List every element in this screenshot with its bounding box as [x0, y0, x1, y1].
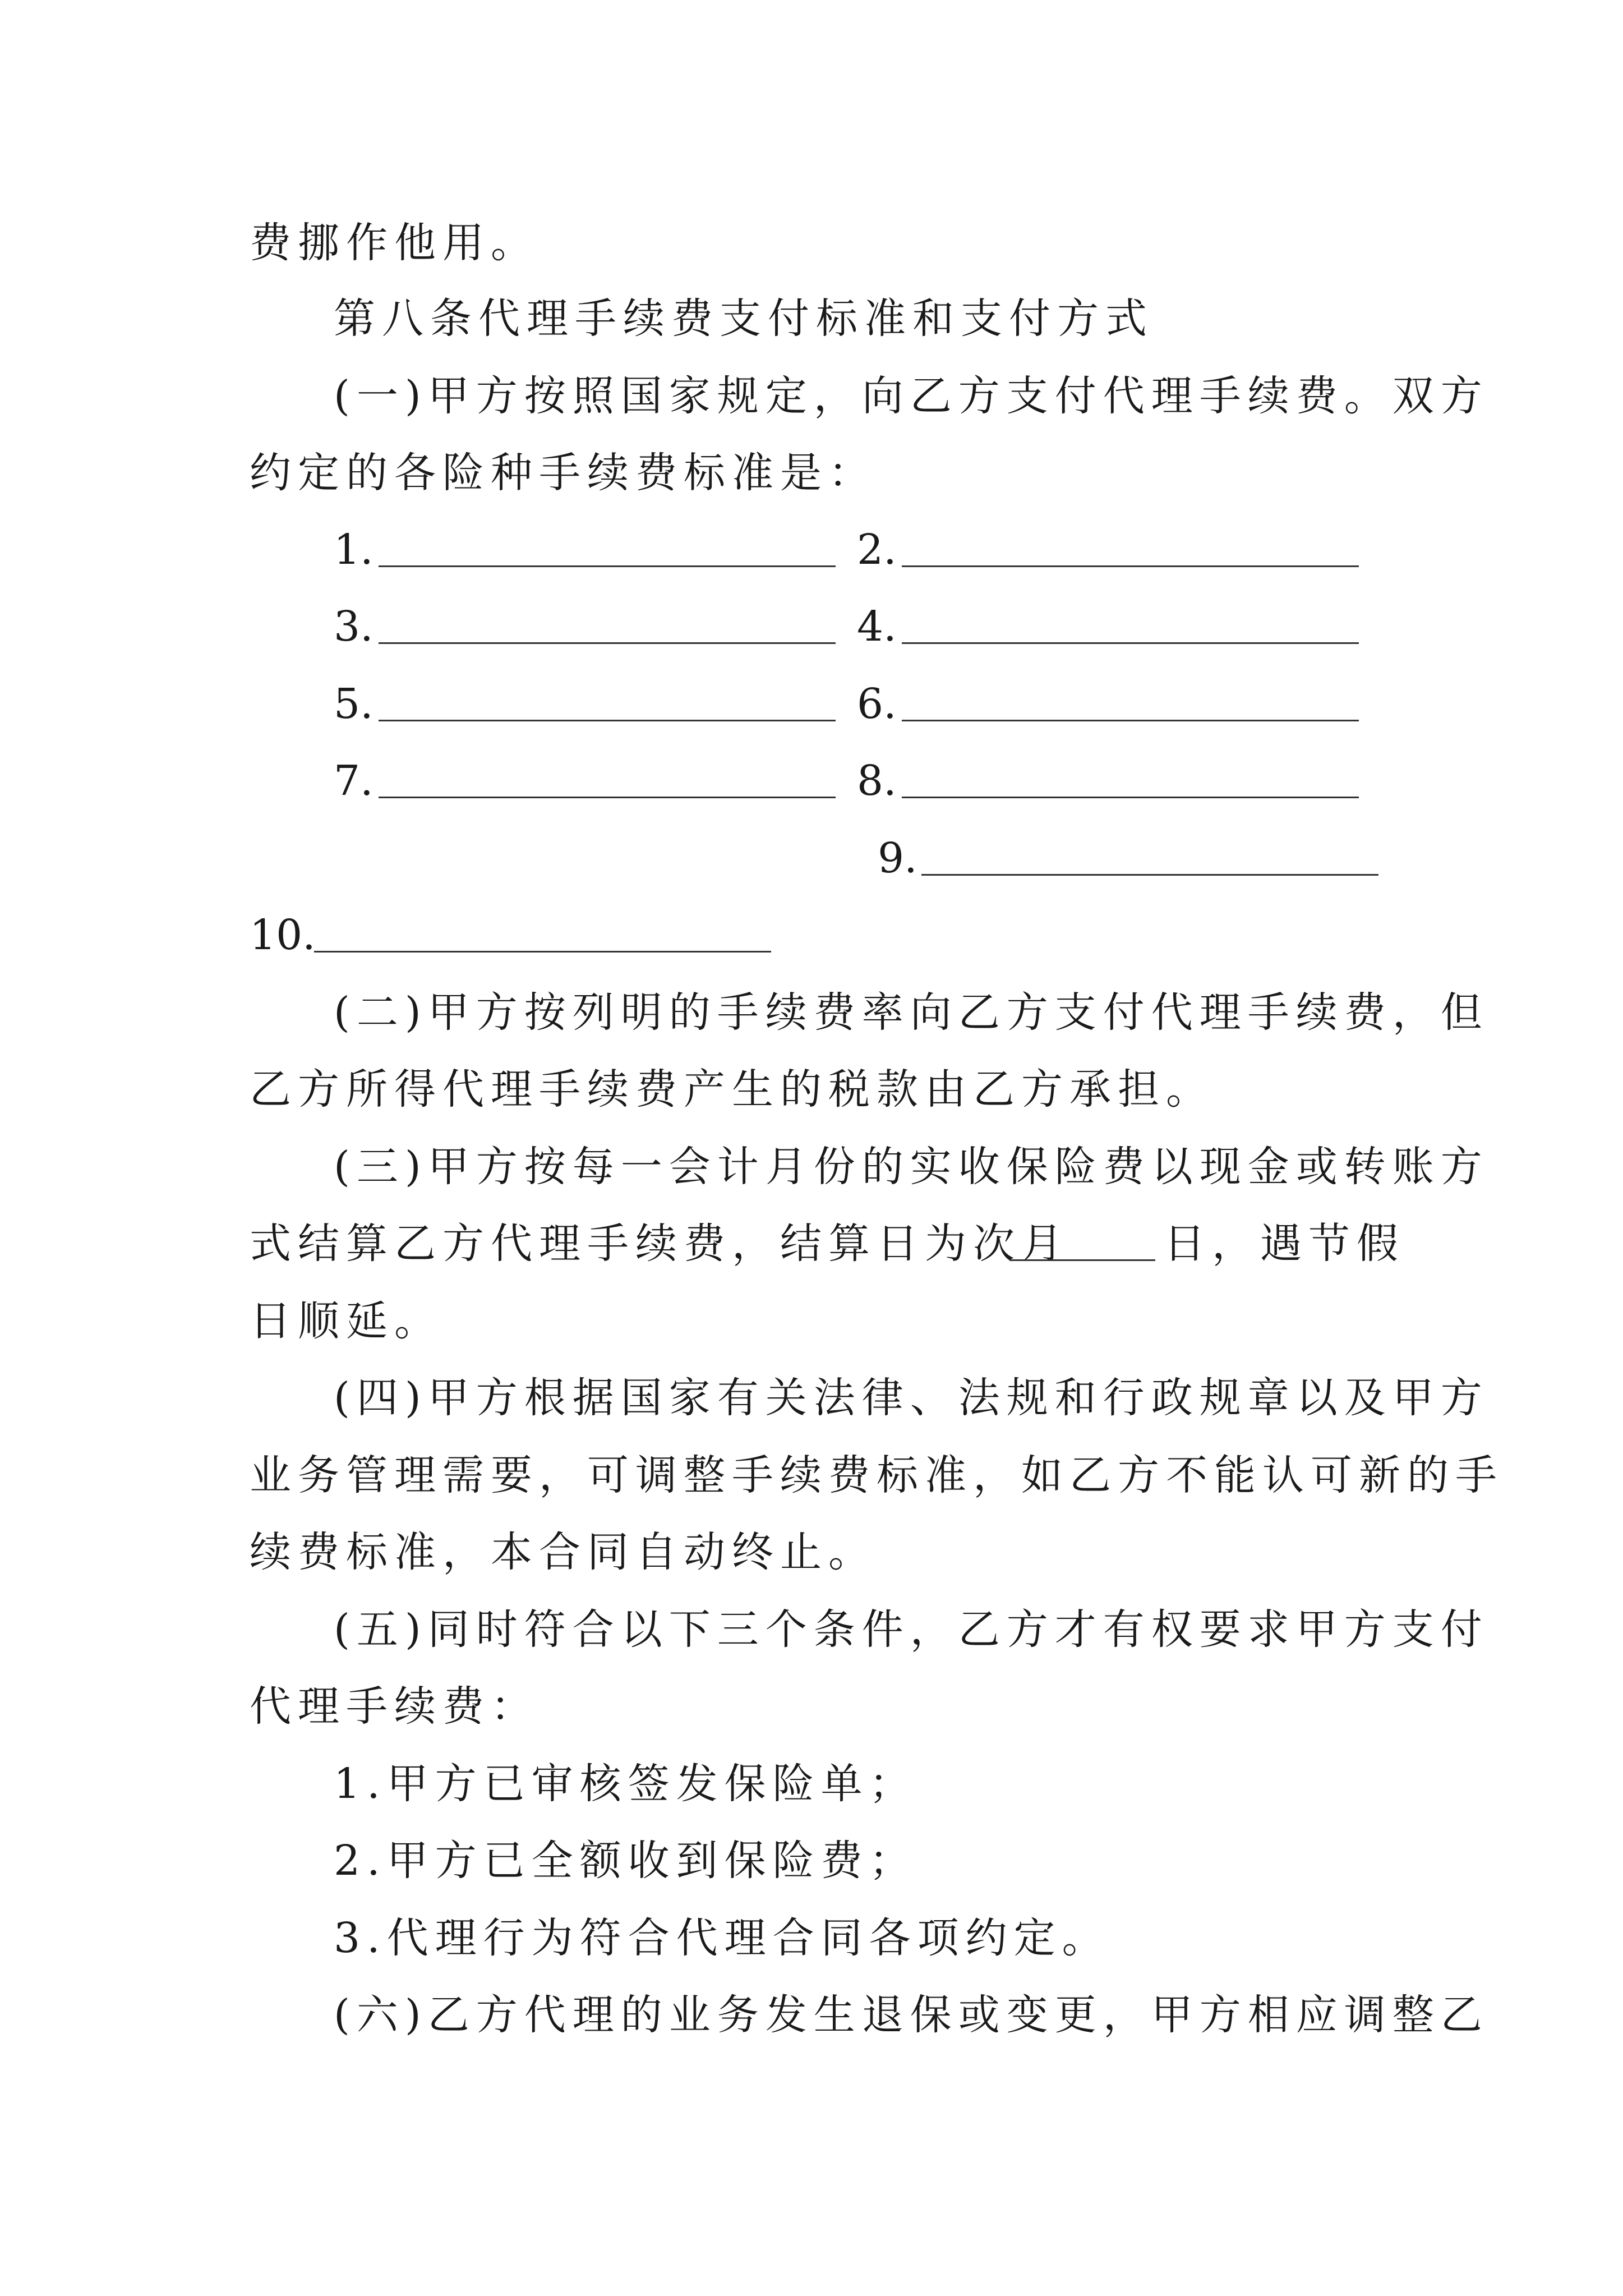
- fee-item-number: 2.: [857, 526, 897, 574]
- fee-item-number: 1.: [334, 526, 374, 574]
- text-line: 乙方所得代理手续费产生的税款由乙方承担。: [250, 1065, 1214, 1114]
- fill-blank: [379, 642, 836, 644]
- fill-blank: [379, 797, 836, 798]
- list-item: 2.甲方已全额收到保险费；: [334, 1837, 917, 1885]
- text-line: 费挪作他用。: [250, 219, 539, 267]
- fee-item-number: 5.: [334, 680, 374, 728]
- fill-blank: [902, 642, 1359, 644]
- text-line: 约定的各险种手续费标准是：: [250, 449, 877, 497]
- fee-item-number: 6.: [857, 680, 897, 728]
- text-line: 式结算乙方代理手续费，结算日为次月: [250, 1220, 1069, 1268]
- text-line: 日，遇节假: [1164, 1220, 1405, 1268]
- list-item: 1.甲方已审核签发保险单；: [334, 1760, 917, 1808]
- fee-item-number: 4.: [857, 602, 897, 651]
- text-line: (五)同时符合以下三个条件，乙方才有权要求甲方支付: [334, 1605, 1489, 1654]
- fill-blank: [379, 720, 836, 721]
- fee-item-number: 8.: [857, 757, 897, 805]
- fill-blank: [902, 797, 1359, 798]
- text-line: (一)甲方按照国家规定，向乙方支付代理手续费。双方: [334, 372, 1489, 420]
- fee-item-number: 3.: [334, 602, 374, 651]
- text-line: (二)甲方按列明的手续费率向乙方支付代理手续费，但: [334, 988, 1489, 1037]
- settlement-day-blank: [1009, 1259, 1155, 1261]
- fill-blank: [314, 951, 771, 953]
- text-line: 业务管理需要，可调整手续费标准，如乙方不能认可新的手: [250, 1451, 1504, 1499]
- text-line: 续费标准，本合同自动终止。: [250, 1528, 877, 1576]
- fee-item-number: 10.: [250, 911, 316, 959]
- text-line: (六)乙方代理的业务发生退保或变更，甲方相应调整乙: [334, 1991, 1489, 2039]
- article-heading: 第八条代理手续费支付标准和支付方式: [334, 295, 1154, 343]
- fill-blank: [902, 565, 1359, 567]
- list-item: 3.代理行为符合代理合同各项约定。: [334, 1914, 1110, 1962]
- text-line: 日顺延。: [250, 1297, 442, 1345]
- fee-item-number: 9.: [878, 834, 917, 882]
- fill-blank: [379, 565, 836, 567]
- text-line: (三)甲方按每一会计月份的实收保险费以现金或转账方: [334, 1143, 1489, 1191]
- text-line: (四)甲方根据国家有关法律、法规和行政规章以及甲方: [334, 1374, 1489, 1422]
- fill-blank: [902, 720, 1359, 721]
- text-line: 代理手续费：: [250, 1682, 539, 1731]
- fee-item-number: 7.: [334, 757, 374, 805]
- fill-blank: [921, 874, 1378, 876]
